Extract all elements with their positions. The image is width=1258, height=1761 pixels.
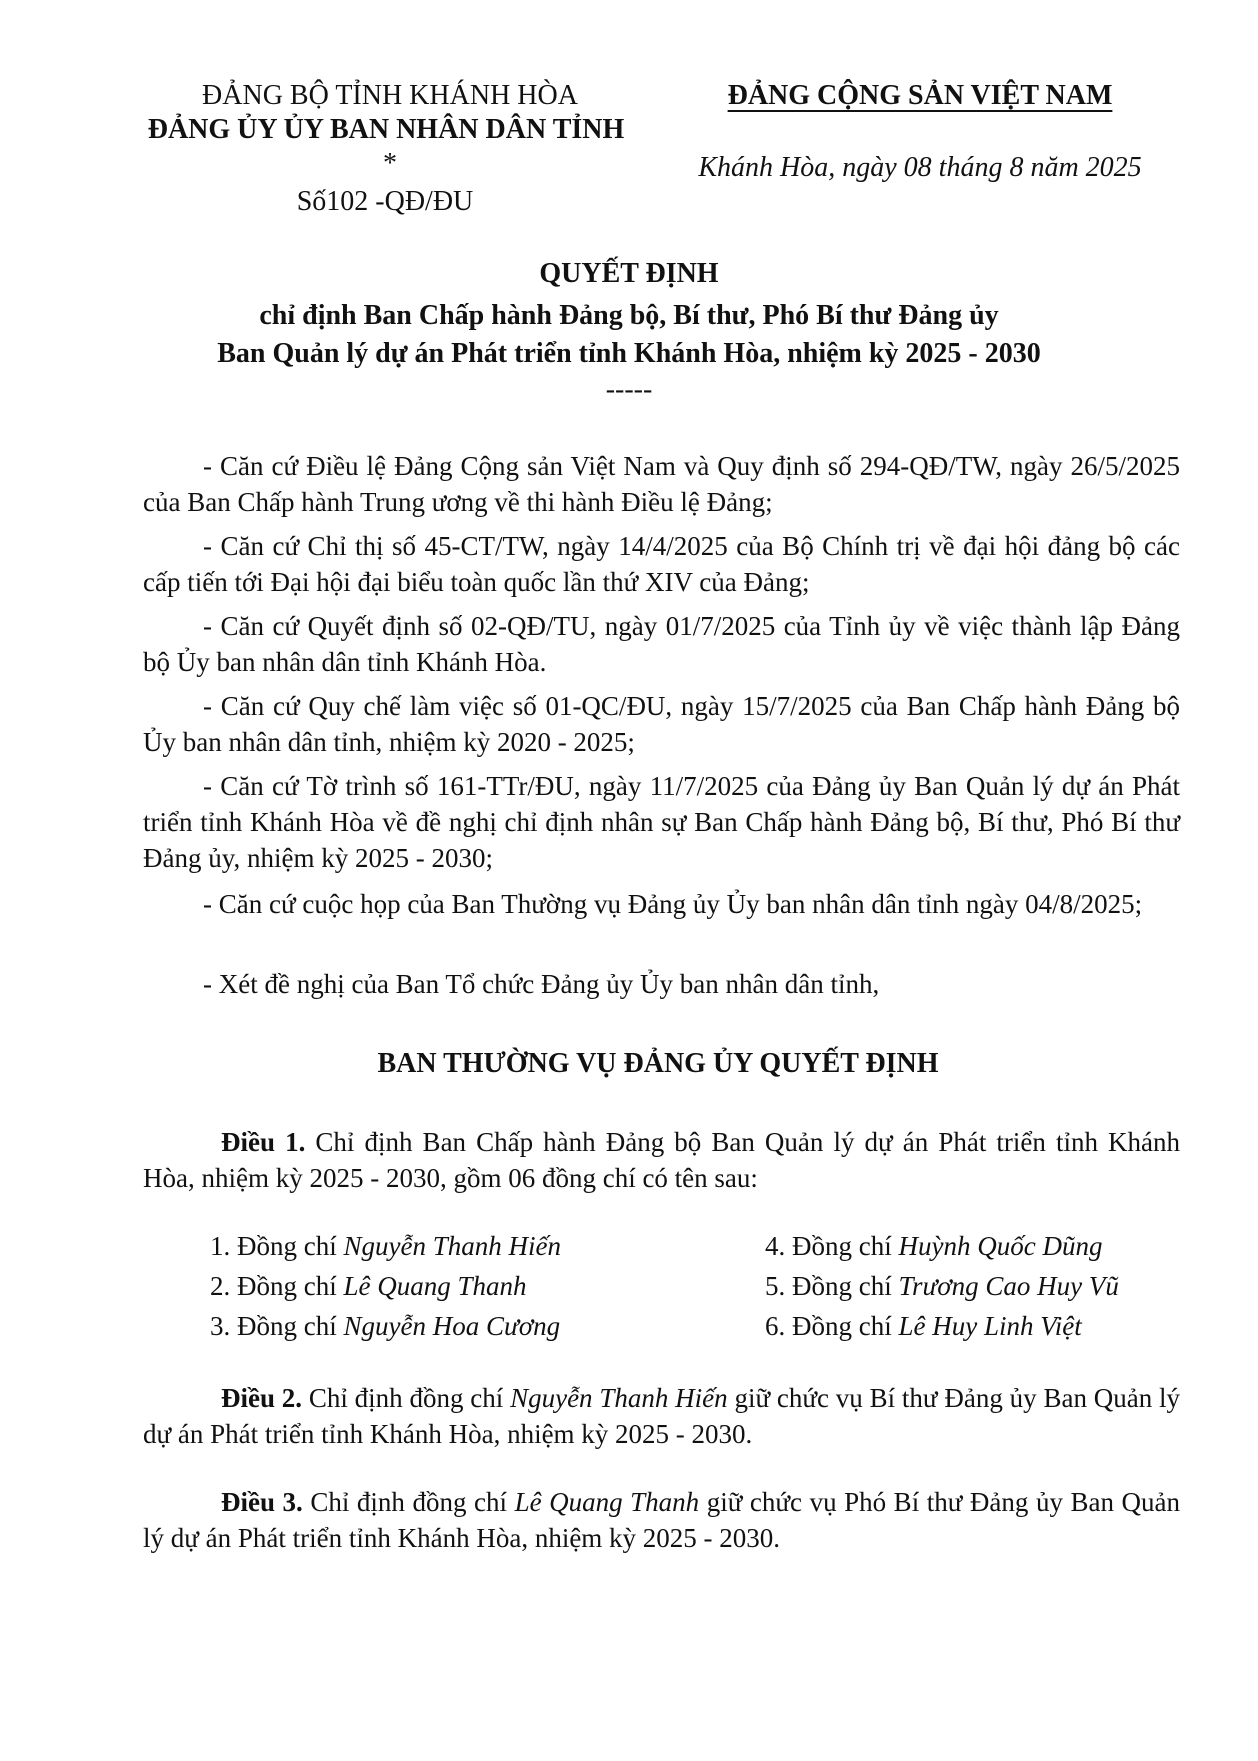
member-name: Nguyễn Thanh Hiến xyxy=(343,1231,561,1261)
article-2-text: Chỉ định đồng chí xyxy=(302,1383,511,1413)
basis-text: - Căn cứ Quy chế làm việc số 01-QC/ĐU, ngày 15/7/2025 của Ban Chấp hành Đảng bộ Ủy ban nhân dân tỉnh, nhiệm kỳ 2020 - 2025; xyxy=(143,691,1180,757)
member-list-right xyxy=(765,1226,1119,1346)
member-item xyxy=(765,1266,1119,1306)
article-2-label: Điều 2. xyxy=(221,1383,303,1413)
issue-date: Khánh Hòa, ngày 08 tháng 8 năm 2025 xyxy=(698,152,1142,183)
basis-item xyxy=(143,608,1180,680)
party-name: ĐẢNG CỘNG SẢN VIỆT NAM xyxy=(727,80,1113,111)
member-name: Lê Huy Linh Việt xyxy=(898,1311,1082,1341)
article-1 xyxy=(143,1124,1180,1196)
member-item xyxy=(765,1306,1119,1346)
member-name: Nguyễn Hoa Cương xyxy=(343,1311,561,1341)
document-subtitle-line1: chỉ định Ban Chấp hành Đảng bộ, Bí thư, Phó Bí thư Đảng ủy xyxy=(259,300,999,331)
member-name: Lê Quang Thanh xyxy=(343,1271,527,1301)
document-number: Số102 -QĐ/ĐU xyxy=(296,186,474,217)
document-title: QUYẾT ĐỊNH xyxy=(539,258,719,289)
decision-heading: BAN THƯỜNG VỤ ĐẢNG ỦY QUYẾT ĐỊNH xyxy=(377,1048,939,1079)
basis-text: - Căn cứ Quyết định số 02-QĐ/TU, ngày 01/7/2025 của Tỉnh ủy về việc thành lập Đảng bộ Ủy ban nhân dân tỉnh Khánh Hòa. xyxy=(143,611,1180,677)
article-2-text-after: giữ chức vụ Bí thư Đảng ủy Ban Quản lý dự án Phát triển tỉnh Khánh Hòa, nhiệm kỳ 2025 - 2030. xyxy=(143,1383,1181,1449)
header-star: * xyxy=(383,148,397,179)
basis-item xyxy=(143,448,1180,520)
member-prefix: 4. Đồng chí xyxy=(765,1231,899,1261)
member-item xyxy=(765,1226,1119,1266)
basis-item xyxy=(143,966,1180,1002)
member-item xyxy=(210,1306,561,1346)
member-prefix: 1. Đồng chí xyxy=(210,1231,344,1261)
basis-text: - Căn cứ Tờ trình số 161-TTr/ĐU, ngày 11/7/2025 của Đảng ủy Ban Quản lý dự án Phát triển tỉnh Khánh Hòa về đề nghị chỉ định nhân sự Ban Chấp hành Đảng bộ, Bí thư, Phó Bí thư Đảng ủy, nhiệm kỳ 2025 - 2030; xyxy=(143,771,1180,873)
member-prefix: 6. Đồng chí xyxy=(765,1311,899,1341)
article-1-label: Điều 1. xyxy=(221,1127,306,1157)
party-committee-province: ĐẢNG BỘ TỈNH KHÁNH HÒA xyxy=(202,80,578,111)
title-divider: ----- xyxy=(605,374,653,405)
basis-text: - Xét đề nghị của Ban Tổ chức Đảng ủy Ủy ban nhân dân tỉnh, xyxy=(203,969,880,999)
article-3-text: Chỉ định đồng chí xyxy=(302,1487,515,1517)
member-item xyxy=(210,1266,561,1306)
member-prefix: 2. Đồng chí xyxy=(210,1271,344,1301)
member-prefix: 5. Đồng chí xyxy=(765,1271,899,1301)
article-3-text-after: giữ chức vụ Phó Bí thư Đảng ủy Ban Quản lý dự án Phát triển tỉnh Khánh Hòa, nhiệm kỳ 2025 - 2030. xyxy=(143,1487,1181,1553)
article-3-label: Điều 3. xyxy=(221,1487,303,1517)
basis-item xyxy=(143,768,1180,876)
member-item xyxy=(210,1226,561,1266)
basis-text: - Căn cứ Điều lệ Đảng Cộng sản Việt Nam và Quy định số 294-QĐ/TW, ngày 26/5/2025 của Ban Chấp hành Trung ương về thi hành Điều lệ Đảng; xyxy=(143,451,1180,517)
member-prefix: 3. Đồng chí xyxy=(210,1311,344,1341)
basis-text: - Căn cứ cuộc họp của Ban Thường vụ Đảng ủy Ủy ban nhân dân tỉnh ngày 04/8/2025; xyxy=(203,889,1143,919)
article-2-name: Nguyễn Thanh Hiến xyxy=(510,1383,728,1413)
basis-item xyxy=(143,688,1180,760)
member-list-left xyxy=(210,1226,561,1346)
member-name: Huỳnh Quốc Dũng xyxy=(898,1231,1103,1261)
document-subtitle-line2: Ban Quản lý dự án Phát triển tỉnh Khánh Hòa, nhiệm kỳ 2025 - 2030 xyxy=(217,338,1041,369)
article-3-name: Lê Quang Thanh xyxy=(514,1487,700,1517)
article-3 xyxy=(143,1484,1180,1556)
article-2 xyxy=(143,1380,1180,1452)
basis-item xyxy=(143,886,1180,922)
article-1-text: Chỉ định Ban Chấp hành Đảng bộ Ban Quản lý dự án Phát triển tỉnh Khánh Hòa, nhiệm kỳ 2025 - 2030, gồm 06 đồng chí có tên sau: xyxy=(143,1127,1180,1193)
basis-item xyxy=(143,528,1180,600)
member-name: Trương Cao Huy Vũ xyxy=(898,1271,1119,1301)
party-committee-name: ĐẢNG ỦY ỦY BAN NHÂN DÂN TỈNH xyxy=(147,114,625,145)
basis-text: - Căn cứ Chỉ thị số 45-CT/TW, ngày 14/4/2025 của Bộ Chính trị về đại hội đảng bộ các cấp tiến tới Đại hội đại biểu toàn quốc lần thứ XIV của Đảng; xyxy=(143,531,1180,597)
